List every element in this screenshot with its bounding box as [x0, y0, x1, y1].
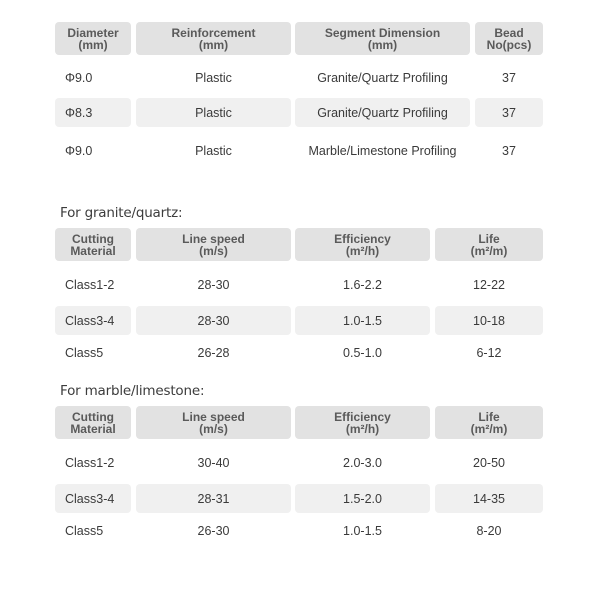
table-cell: 30-40 [197, 456, 230, 470]
header-life: Life (m²/m) [435, 228, 543, 261]
table-cell: 20-50 [473, 456, 505, 470]
table-cell: 1.6-2.2 [343, 278, 382, 292]
header-segment-dimension: Segment Dimension (mm) [295, 22, 470, 55]
table-cell: Class3-4 [55, 306, 131, 335]
table-cell: Plastic [195, 71, 232, 85]
table-cell: 1.0-1.5 [295, 306, 430, 335]
table-cell: 12-22 [473, 278, 505, 292]
table-cell: 1.0-1.5 [343, 524, 382, 538]
table-cell: Φ9.0 [65, 144, 93, 158]
table-cell: 10-18 [435, 306, 543, 335]
table-cell: 26-30 [197, 524, 230, 538]
header-life: Life (m²/m) [435, 406, 543, 439]
section-heading-marble: For marble/limestone: [60, 383, 205, 399]
table-cell: Granite/Quartz Profiling [317, 71, 448, 85]
header-reinforcement: Reinforcement (mm) [136, 22, 291, 55]
table-cell: 28-30 [136, 306, 291, 335]
header-line-speed: Line speed (m/s) [136, 406, 291, 439]
table-cell: 0.5-1.0 [343, 346, 382, 360]
header-line-speed: Line speed (m/s) [136, 228, 291, 261]
header-efficiency: Efficiency (m²/h) [295, 406, 430, 439]
table-cell: Φ8.3 [55, 98, 131, 127]
header-bead-count: Bead No(pcs) [475, 22, 543, 55]
table-cell: 37 [475, 98, 543, 127]
table-cell: 37 [502, 144, 516, 158]
table-cell: 8-20 [476, 524, 502, 538]
table-cell: Class3-4 [55, 484, 131, 513]
table-cell: Class1-2 [65, 456, 115, 470]
table-cell: 6-12 [476, 346, 502, 360]
header-cutting-material: Cutting Material [55, 406, 131, 439]
table-cell: Granite/Quartz Profiling [295, 98, 470, 127]
section-heading-granite: For granite/quartz: [60, 205, 183, 221]
table-cell: 28-30 [197, 278, 230, 292]
table-cell: 14-35 [435, 484, 543, 513]
table-cell: Plastic [195, 144, 232, 158]
table-cell: Class5 [65, 524, 104, 538]
table-cell: Φ9.0 [65, 71, 93, 85]
table-cell: Class1-2 [65, 278, 115, 292]
table-cell: 2.0-3.0 [343, 456, 382, 470]
table-cell: 28-31 [136, 484, 291, 513]
table-cell: 26-28 [197, 346, 230, 360]
table-cell: Plastic [136, 98, 291, 127]
header-diameter: Diameter (mm) [55, 22, 131, 55]
table-cell: Marble/Limestone Profiling [308, 144, 457, 158]
table-cell: Class5 [65, 346, 104, 360]
table-cell: 1.5-2.0 [295, 484, 430, 513]
header-efficiency: Efficiency (m²/h) [295, 228, 430, 261]
table-cell: 37 [502, 71, 516, 85]
header-cutting-material: Cutting Material [55, 228, 131, 261]
